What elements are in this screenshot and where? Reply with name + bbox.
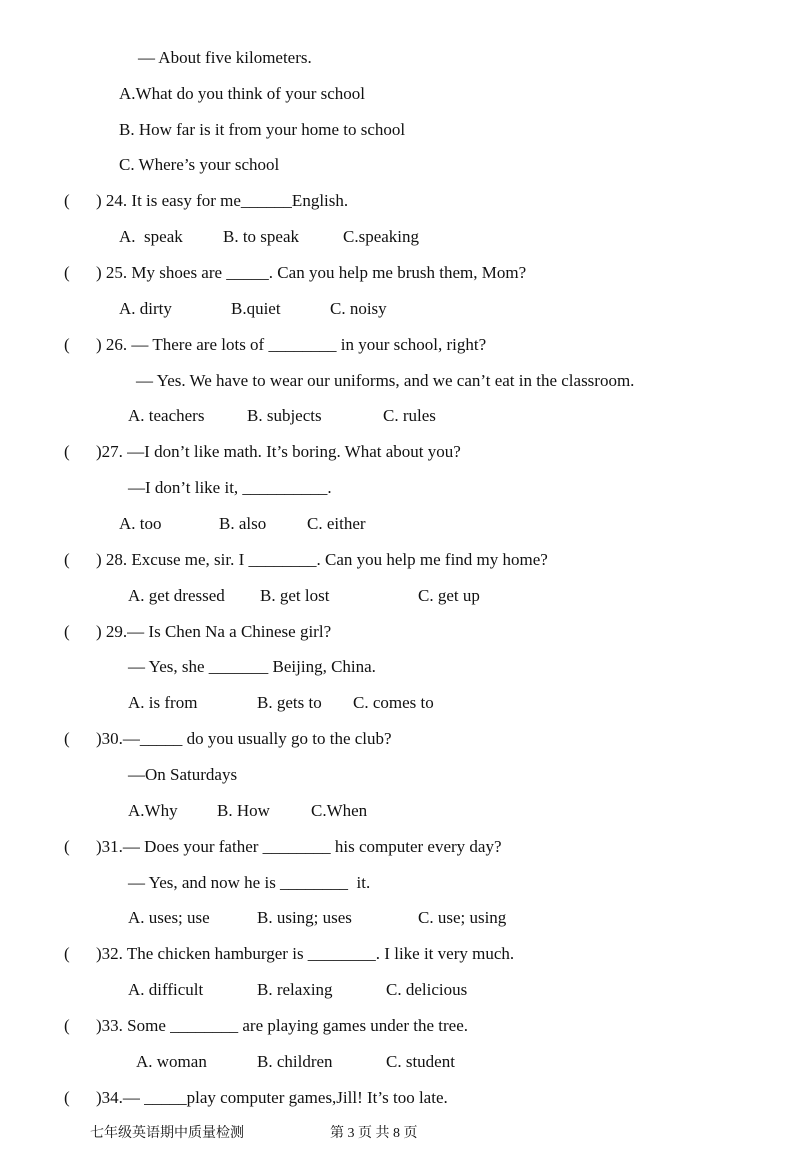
q24-answer-paren: ( [64, 191, 70, 210]
q32-option-c: C. delicious [386, 980, 468, 999]
q31-option-b: B. using; uses [257, 908, 352, 927]
q30-reply: —On Saturdays [128, 765, 238, 784]
q23-answer-line: — About five kilometers. [138, 48, 312, 67]
q30-option-a: A.Why [128, 801, 178, 820]
q29-stem: ) 29.— Is Chen Na a Chinese girl? [96, 622, 332, 641]
q26-option-c: C. rules [383, 406, 436, 425]
q27-answer-paren: ( [64, 442, 70, 461]
q31-stem: )31.— Does your father ________ his computer every day? [96, 837, 502, 856]
footer-page-number: 第 3 页 共 8 页 [330, 1126, 418, 1141]
q30-answer-paren: ( [64, 729, 70, 748]
q25-option-a: A. dirty [119, 299, 172, 318]
q27-stem: )27. —I don’t like math. It’s boring. What about you? [96, 442, 461, 461]
q33-stem: )33. Some ________ are playing games under the tree. [96, 1016, 469, 1035]
q23-option-a: A.What do you think of your school [119, 84, 365, 103]
q27-reply: —I don’t like it, __________. [128, 478, 332, 497]
footer-exam-title: 七年级英语期中质量检测 [90, 1126, 244, 1141]
q31-answer-paren: ( [64, 837, 70, 856]
q26-reply: — Yes. We have to wear our uniforms, and we can’t eat in the classroom. [136, 371, 635, 390]
q28-option-b: B. get lost [260, 586, 330, 605]
q23-option-c: C. Where’s your school [119, 155, 280, 174]
q26-stem: ) 26. — There are lots of ________ in your school, right? [96, 335, 487, 354]
q24-option-b: B. to speak [223, 227, 300, 246]
q24-stem: ) 24. It is easy for me______English. [96, 191, 349, 210]
q32-option-b: B. relaxing [257, 980, 333, 999]
q29-option-c: C. comes to [353, 693, 434, 712]
q34-answer-paren: ( [64, 1088, 70, 1107]
q23-option-b: B. How far is it from your home to school [119, 120, 406, 139]
q34-stem: )34.— _____play computer games,Jill! It’s too late. [96, 1088, 448, 1107]
q26-option-a: A. teachers [128, 406, 205, 425]
q27-option-a: A. too [119, 514, 162, 533]
q28-stem: ) 28. Excuse me, sir. I ________. Can you help me find my home? [96, 550, 548, 569]
q29-answer-paren: ( [64, 622, 70, 641]
q25-option-b: B.quiet [231, 299, 281, 318]
q25-answer-paren: ( [64, 263, 70, 282]
q29-option-b: B. gets to [257, 693, 322, 712]
q30-option-c: C.When [311, 801, 368, 820]
q32-answer-paren: ( [64, 944, 70, 963]
q28-answer-paren: ( [64, 550, 70, 569]
q25-stem: ) 25. My shoes are _____. Can you help me brush them, Mom? [96, 263, 527, 282]
q26-answer-paren: ( [64, 335, 70, 354]
q27-option-c: C. either [307, 514, 366, 533]
q30-stem: )30.—_____ do you usually go to the club? [96, 729, 392, 748]
q26-option-b: B. subjects [247, 406, 322, 425]
q24-option-a: A. speak [119, 227, 183, 246]
q32-option-a: A. difficult [128, 980, 204, 999]
q33-option-a: A. woman [136, 1052, 207, 1071]
q32-stem: )32. The chicken hamburger is ________. I like it very much. [96, 944, 515, 963]
q30-option-b: B. How [217, 801, 270, 820]
q29-reply: — Yes, she _______ Beijing, China. [128, 657, 376, 676]
q28-option-a: A. get dressed [128, 586, 225, 605]
q24-option-c: C.speaking [343, 227, 420, 246]
q31-option-a: A. uses; use [128, 908, 210, 927]
q31-option-c: C. use; using [418, 908, 507, 927]
q33-option-b: B. children [257, 1052, 333, 1071]
q31-reply: — Yes, and now he is ________ it. [128, 873, 371, 892]
q33-answer-paren: ( [64, 1016, 70, 1035]
q33-option-c: C. student [386, 1052, 455, 1071]
q25-option-c: C. noisy [330, 299, 387, 318]
q27-option-b: B. also [219, 514, 267, 533]
q29-option-a: A. is from [128, 693, 198, 712]
q28-option-c: C. get up [418, 586, 480, 605]
